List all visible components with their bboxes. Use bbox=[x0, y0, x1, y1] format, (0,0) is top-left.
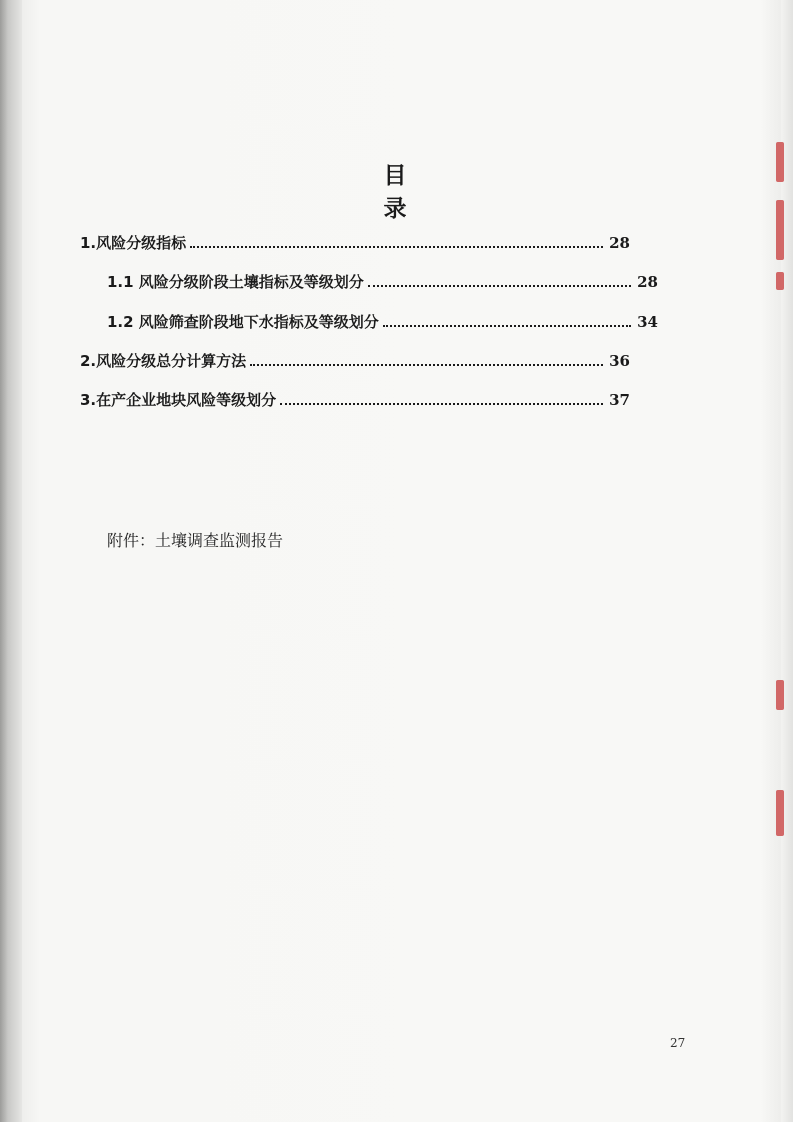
attachment-note: 附件：土壤调查监测报告 bbox=[107, 531, 284, 550]
toc-entry-page: 37 bbox=[609, 391, 630, 409]
seal-mark bbox=[776, 790, 784, 836]
toc-entry-label: 2.风险分级总分计算方法 bbox=[80, 352, 247, 370]
seal-mark bbox=[776, 142, 784, 182]
seal-mark bbox=[776, 200, 784, 260]
toc-entry-page: 28 bbox=[609, 234, 630, 252]
toc-leader-dots bbox=[190, 245, 603, 248]
toc-leader-dots bbox=[250, 363, 603, 366]
toc-entry[interactable] bbox=[80, 350, 630, 374]
binding-spine bbox=[0, 0, 22, 1122]
seal-mark bbox=[776, 272, 784, 290]
toc-entry[interactable] bbox=[80, 389, 630, 413]
toc-entry[interactable] bbox=[80, 232, 630, 256]
page-title: 目 录 bbox=[383, 163, 609, 223]
toc-entry[interactable] bbox=[107, 311, 658, 335]
toc-entry-label: 1.风险分级指标 bbox=[80, 234, 187, 252]
toc-entry-page: 34 bbox=[637, 313, 658, 331]
toc-entry-label: 3.在产企业地块风险等级划分 bbox=[80, 391, 277, 409]
toc-entry-page: 28 bbox=[637, 273, 658, 291]
toc-entry[interactable] bbox=[107, 271, 658, 295]
toc-entry-label: 1.1 风险分级阶段土壤指标及等级划分 bbox=[107, 273, 364, 291]
seal-mark bbox=[776, 680, 784, 710]
toc-leader-dots bbox=[368, 284, 631, 287]
toc-entry-label: 1.2 风险筛查阶段地下水指标及等级划分 bbox=[107, 313, 379, 331]
page-number: 27 bbox=[670, 1036, 686, 1050]
toc-leader-dots bbox=[383, 324, 631, 327]
toc-entry-page: 36 bbox=[609, 352, 630, 370]
toc-leader-dots bbox=[280, 402, 603, 405]
